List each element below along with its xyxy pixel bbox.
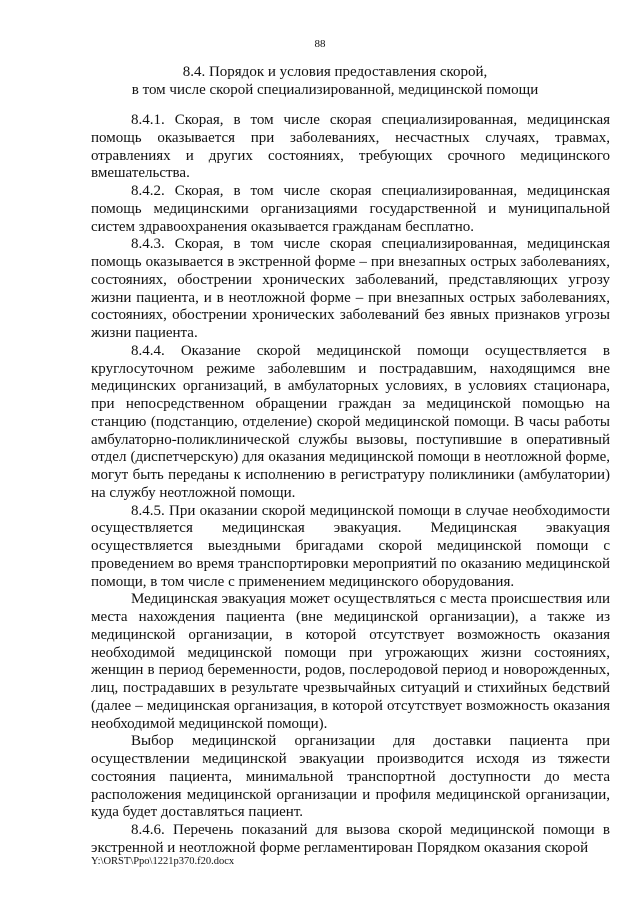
section-heading [60, 63, 610, 99]
page-number: 88 [314, 38, 326, 50]
paragraph-organization-choice: Выбор медицинской организации для доставки пациента при осуществлении медицинской эвакуации производится исходя из тяжести состояния пациента, минимальной транспортной доступности до места расположения медицинской организации и профиля медицинской организации, куда будет доставляться пациент. [91, 733, 610, 821]
paragraph-8-4-4: 8.4.4. Оказание скорой медицинской помощи осуществляется в круглосуточном режиме заболевшим и пострадавшим, находящимся вне медицинских организаций, в амбулаторных условиях, в условиях стационара, при непосредственном обращении граждан за медицинской помощью на станцию (подстанцию, отделение) скорой медицинской помощи. В часы работы амбулаторно-поликлинической службы вызовы, поступившие в оперативный отдел (диспетчерскую) для оказания медицинской помощи в неотложной форме, могут быть переданы к исполнению в регистратуру поликлиники (амбулатории) на службу неотложной помощи. [91, 342, 610, 501]
document-body [91, 112, 610, 858]
paragraph-8-4-3: 8.4.3. Скорая, в том числе скорая специализированная, медицинская помощь оказывается в экстренной форме – при внезапных острых заболеваниях, состояниях, обострении хронических заболеваний, представляющих угрозу жизни пациента, и в неотложной форме – при внезапных острых заболеваниях, состояниях, обострении хронических заболеваний без явных признаков угрозы жизни пациента. [91, 236, 610, 341]
footer-file-path: Y:\ORST\Ppo\1221p370.f20.docx [91, 856, 235, 867]
paragraph-8-4-1: 8.4.1. Скорая, в том числе скорая специализированная, медицинская помощь оказывается при заболеваниях, несчастных случаях, травмах, отравлениях и других состояниях, требующих срочного медицинского вмешательства. [91, 112, 610, 182]
section-heading-line-2: в том числе скорой специализированной, медицинской помощи [131, 82, 539, 98]
paragraph-evacuation: Медицинская эвакуация может осуществляться с места происшествия или места нахождения пациента (вне медицинской организации), а также из медицинской организации, в которой отсутствует возможность оказания необходимой медицинской помощи при угрожающих жизни состояниях, женщин в период беременности, родов, послеродовой период и новорожденных, лиц, пострадавших в результате чрезвычайных ситуаций и стихийных бедствий (далее – медицинская организация, в которой отсутствует возможность оказания необходимой медицинской помощи). [91, 591, 610, 732]
paragraph-8-4-5: 8.4.5. При оказании скорой медицинской помощи в случае необходимости осуществляется медицинская эвакуация. Медицинская эвакуация осуществляется выездными бригадами скорой медицинской помощи с проведением во время транспортировки мероприятий по оказанию медицинской помощи, в том числе с применением медицинского оборудования. [91, 502, 610, 590]
paragraph-8-4-6: 8.4.6. Перечень показаний для вызова скорой медицинской помощи в экстренной и неотложной форме регламентирован Порядком оказания скорой [91, 822, 610, 856]
paragraph-8-4-2: 8.4.2. Скорая, в том числе скорая специализированная, медицинская помощь медицинскими организациями государственной и муниципальной систем здравоохранения оказывается гражданам бесплатно. [91, 183, 610, 235]
section-heading-line-1: 8.4. Порядок и условия предоставления скорой, [182, 64, 488, 80]
